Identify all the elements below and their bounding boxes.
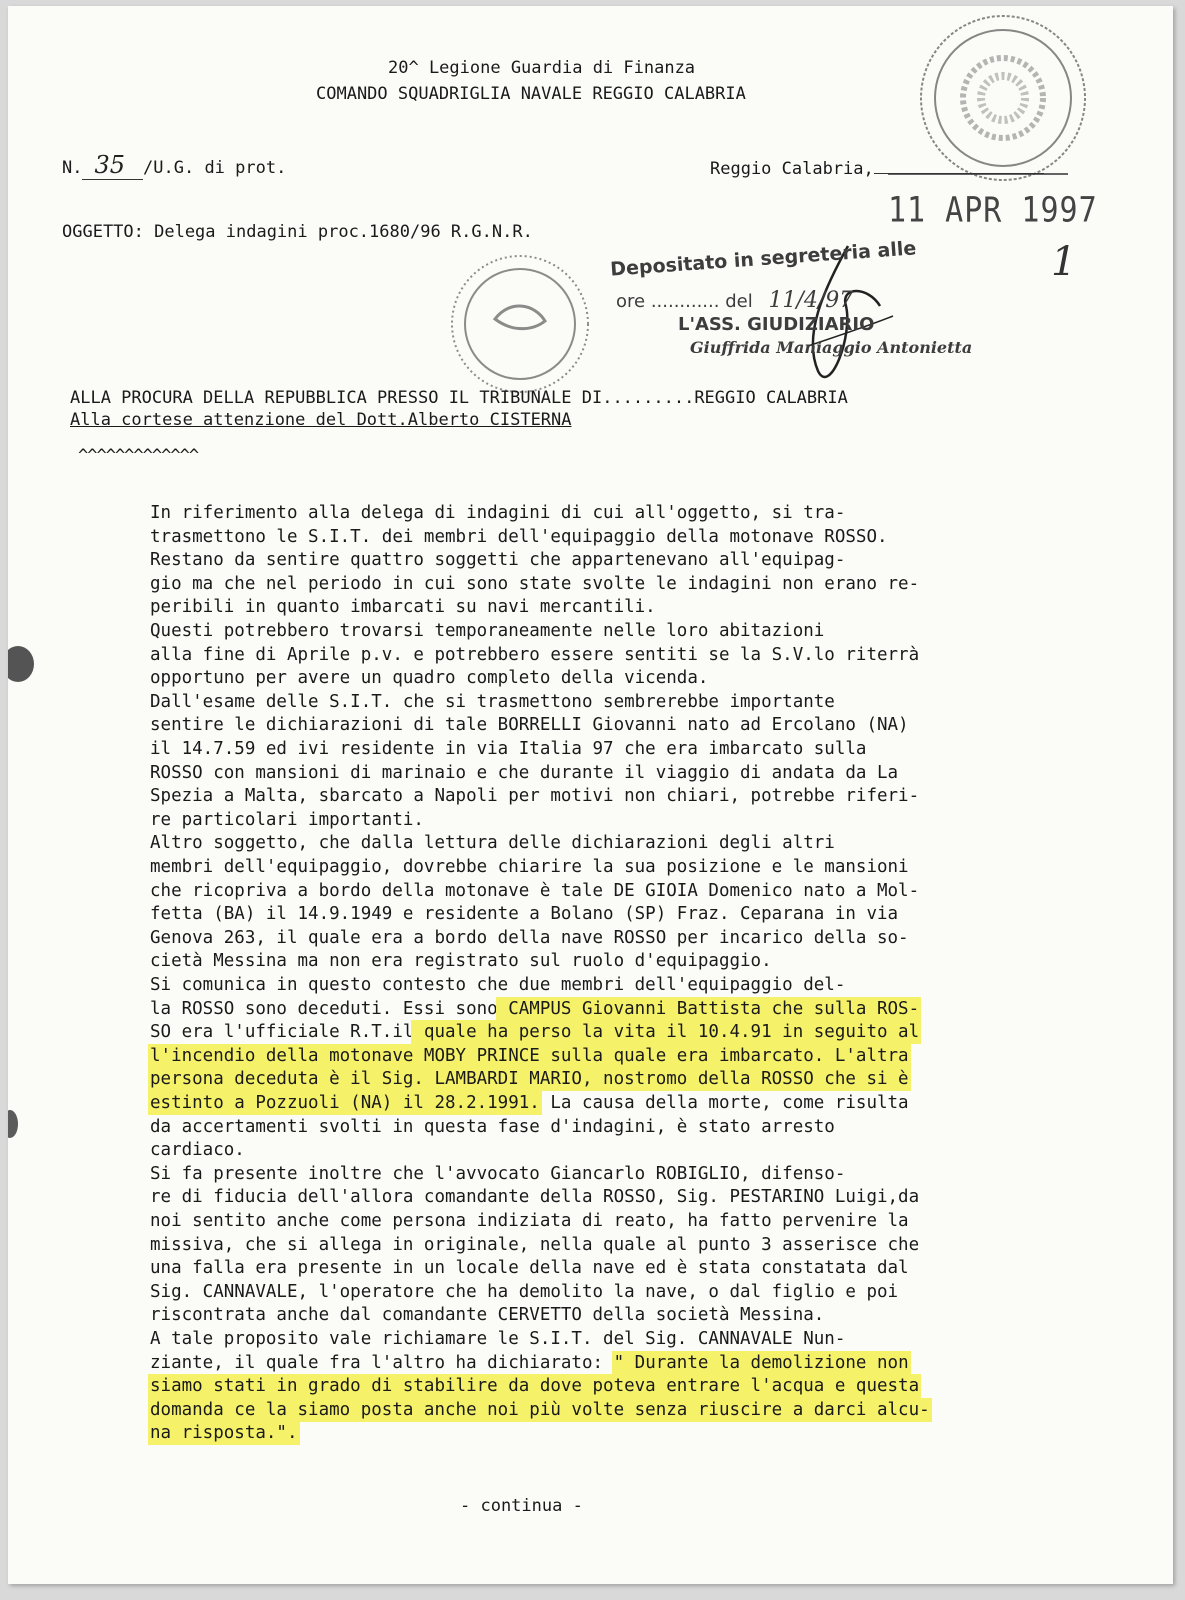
document-page (8, 6, 1173, 1584)
body-line: cietà Messina ma non era registrato sul ruolo d'equipaggio. (150, 951, 772, 972)
body-line: gio ma che nel periodo in cui sono state svolte le indagini non erano re- (150, 573, 920, 594)
highlighted-text: quale ha perso la vita il 10.4.91 in seguito al (413, 1022, 920, 1043)
addressee-line-2: Alla cortese attenzione del Dott.Alberto CISTERNA (70, 410, 572, 430)
body-line: il 14.7.59 ed ivi residente in via Italia 97 che era imbarcato sulla (150, 739, 867, 759)
body-line: una falla era presente in un locale della nave ed è stata constatata dal (150, 1258, 909, 1279)
body-line: sentire le dichiarazioni di tale BORRELLI Giovanni nato ad Ercolano (NA) (150, 715, 909, 736)
body-line (150, 1422, 298, 1444)
deposit-stamp-time: ore ............ del (616, 291, 753, 312)
body-line: fetta (BA) il 14.9.1949 e residente a Bolano (SP) Fraz. Ceparana in via (150, 904, 899, 925)
highlighted-text: siamo stati in grado di stabilire da dove poteva entrare l'acqua e questa (150, 1376, 920, 1397)
addressee-line-1: ALLA PROCURA DELLA REPUBBLICA PRESSO IL TRIBUNALE DI.........REGGIO CALABRIA (70, 388, 848, 408)
body-line: Restano da sentire quattro soggetti che appartenevano all'equipag- (150, 550, 846, 571)
body-line: Spezia a Malta, sbarcato a Napoli per motivi non chiari, potrebbe riferi- (150, 786, 920, 807)
body-line: noi sentito anche come persona indiziata di reato, ha fatto pervenire la (150, 1211, 909, 1231)
body-line (150, 1045, 909, 1067)
deposit-stamp-line-3: L'ASS. GIUDIZIARIO (678, 314, 875, 335)
body-line (150, 1068, 909, 1090)
header-line-2: COMANDO SQUADRIGLIA NAVALE REGGIO CALABRIA (316, 84, 746, 104)
body-line: estinto a Pozzuoli (NA) il 28.2.1991. La causa della morte, come risulta (150, 1093, 909, 1113)
subject-line: OGGETTO: Delega indagini proc.1680/96 R.G.N.R. (62, 222, 533, 242)
page-number: 1 (1051, 239, 1077, 285)
protocol-number (62, 151, 286, 180)
body-line: membri dell'equipaggio, dovrebbe chiarire la sua posizione e le mansioni (150, 857, 909, 877)
body-line: Sig. CANNAVALE, l'operatore che ha demolito la nave, o dal figlio e poi (150, 1281, 899, 1302)
deposit-handwritten-date: 11/4/97 (768, 288, 854, 313)
body-line: peribili in quanto imbarcati su navi mercantili. (150, 597, 656, 618)
body-line (150, 1399, 930, 1421)
protocol-suffix: /U.G. di prot. (143, 158, 287, 178)
body-line: alla fine di Aprile p.v. e potrebbero essere sentiti se la S.V.lo riterrà (150, 644, 920, 665)
place-and-date (710, 159, 1044, 179)
body-line: ziante, il quale fra l'altro ha dichiarato: " Durante la demolizione non (150, 1352, 909, 1373)
body-line: la ROSSO sono deceduti. Essi sono CAMPUS Giovanni Battista che sulla ROS- (150, 998, 920, 1019)
body-line: re di fiducia dell'allora comandante della ROSSO, Sig. PESTARINO Luigi,da (150, 1187, 920, 1208)
protocol-handwritten-number: 35 (82, 151, 143, 180)
deposit-stamp-line-1: Depositato in segreteria alle (609, 237, 917, 281)
body-line: opportuno per avere un quadro completo della vicenda. (150, 668, 709, 689)
body-line: che ricopriva a bordo della motonave è tale DE GIOIA Domenico nato a Mol- (150, 880, 920, 901)
body-line: Genova 263, il quale era a bordo della nave ROSSO per incarico della so- (150, 927, 909, 948)
body-line: da accertamenti svolti in questa fase d'indagini, è stato arresto (150, 1116, 835, 1137)
body-line (150, 1375, 919, 1397)
protocol-prefix: N. (62, 158, 83, 178)
deposit-stamp-line-2 (616, 288, 853, 313)
body-line: trasmettono le S.I.T. dei membri dell'equipaggio della motonave ROSSO. (150, 526, 888, 547)
highlighted-text: CAMPUS Giovanni Battista che sulla ROS- (497, 998, 920, 1019)
date-stamp: 11 APR 1997 (888, 190, 1098, 231)
place-label: Reggio Calabria, (710, 159, 874, 179)
body-line: SO era l'ufficiale R.T.il quale ha perso la vita il 10.4.91 in seguito al (150, 1022, 920, 1043)
highlighted-text: " Durante la demolizione non (613, 1352, 909, 1373)
body-line: Si fa presente inoltre che l'avvocato Giancarlo ROBIGLIO, difenso- (150, 1163, 846, 1184)
date-blank-line (874, 159, 1044, 174)
punch-hole-marks (8, 6, 68, 1584)
continue-footer: - continua - (460, 1496, 583, 1516)
highlighted-text: l'incendio della motonave MOBY PRINCE sulla quale era imbarcato. L'altra (150, 1045, 909, 1066)
body-line: riscontrata anche dal comandante CERVETTO della società Messina. (150, 1305, 825, 1326)
body-line: ROSSO con mansioni di marinaio e che durante il viaggio di andata da La (150, 762, 899, 783)
body-line: A tale proposito vale richiamare le S.I.T. del Sig. CANNAVALE Nun- (150, 1329, 846, 1349)
highlighted-text: persona deceduta è il Sig. LAMBARDI MARIO, nostromo della ROSSO che si è (150, 1069, 909, 1090)
body-line: Questi potrebbero trovarsi temporaneamente nelle loro abitazioni (150, 621, 825, 641)
body-line: missiva, che si allega in originale, nella quale al punto 3 asserisce che (150, 1234, 920, 1255)
body-line: re particolari importanti. (150, 809, 424, 830)
highlighted-text: domanda ce la siamo posta anche noi più volte senza riuscire a darci alcu- (150, 1399, 930, 1420)
body-line: cardiaco. (150, 1140, 245, 1161)
header-line-1: 20^ Legione Guardia di Finanza (388, 58, 696, 78)
body-line: In riferimento alla delega di indagini di cui all'oggetto, si tra- (150, 503, 846, 523)
deposit-stamp-line-4: Giuffrida Maniaggio Antonietta (690, 338, 973, 357)
separator-carets: ^^^^^^^^^^^^^ (78, 446, 199, 466)
highlighted-text: na risposta.". (150, 1423, 298, 1444)
body-line: Dall'esame delle S.I.T. che si trasmettono sembrerebbe importante (150, 691, 835, 712)
body-line: Si comunica in questo contesto che due membri dell'equipaggio del- (150, 975, 846, 995)
body-line: Altro soggetto, che dalla lettura delle dichiarazioni degli altri (150, 833, 835, 854)
highlighted-text: estinto a Pozzuoli (NA) il 28.2.1991. (150, 1093, 540, 1113)
